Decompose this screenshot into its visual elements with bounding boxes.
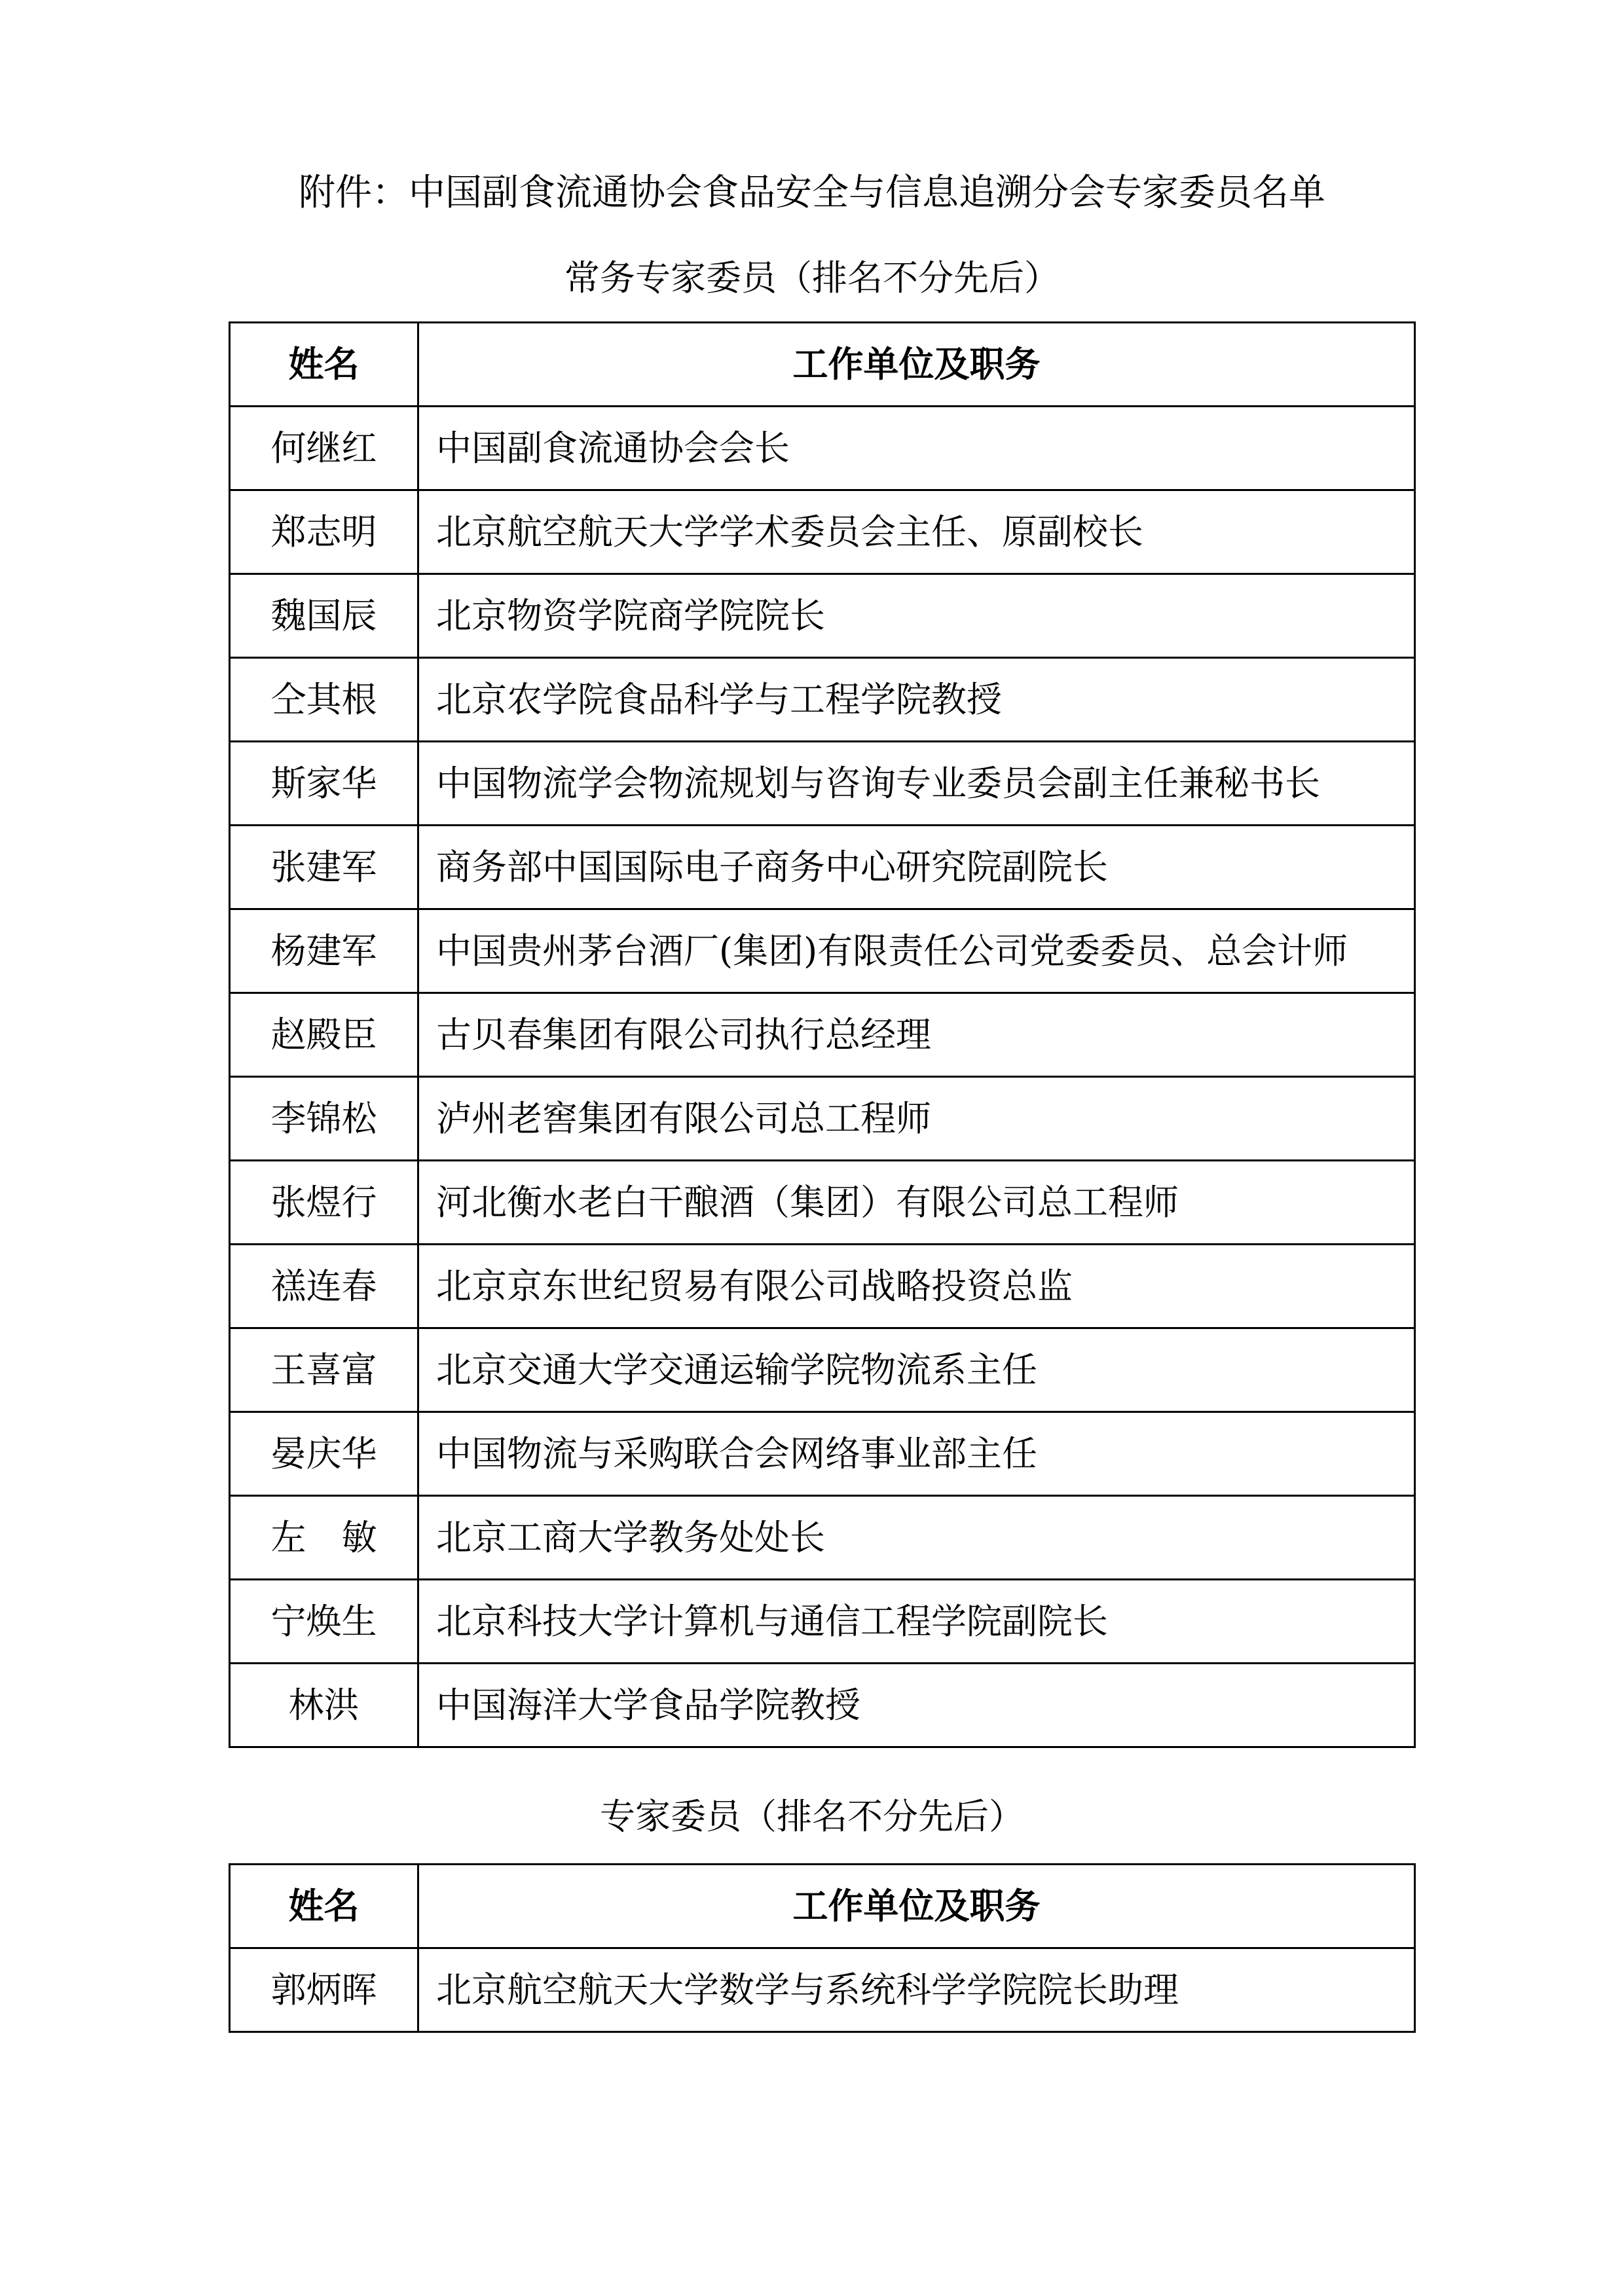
member-name: 郑志明 — [230, 490, 418, 574]
document-title: 附件：中国副食流通协会食品安全与信息追溯分会专家委员名单 — [299, 172, 1325, 214]
member-organization: 商务部中国国际电子商务中心研究院副院长 — [418, 826, 1415, 909]
member-name: 林洪 — [230, 1664, 418, 1747]
table-row — [230, 1245, 1415, 1328]
member-name: 仝其根 — [230, 658, 418, 742]
member-name: 张建军 — [230, 826, 418, 909]
member-name: 郭炳晖 — [230, 1948, 418, 2032]
member-organization: 中国物流学会物流规划与咨询专业委员会副主任兼秘书长 — [418, 742, 1415, 826]
member-name: 禚连春 — [230, 1245, 418, 1328]
table-row — [230, 658, 1415, 742]
table-row — [230, 1664, 1415, 1747]
member-name: 何继红 — [230, 407, 418, 490]
table-row — [230, 1948, 1415, 2032]
column-header-organization: 工作单位及职务 — [418, 1865, 1415, 1948]
table-header-row — [230, 323, 1415, 407]
member-organization: 北京京东世纪贸易有限公司战略投资总监 — [418, 1245, 1415, 1328]
member-organization: 北京航空航天大学数学与系统科学学院院长助理 — [418, 1948, 1415, 2032]
member-organization: 古贝春集团有限公司执行总经理 — [418, 993, 1415, 1077]
member-name: 斯家华 — [230, 742, 418, 826]
member-organization: 中国物流与采购联合会网络事业部主任 — [418, 1412, 1415, 1496]
member-organization: 泸州老窖集团有限公司总工程师 — [418, 1077, 1415, 1161]
member-organization: 北京交通大学交通运输学院物流系主任 — [418, 1328, 1415, 1412]
table-row — [230, 909, 1415, 993]
member-organization: 河北衡水老白干酿酒（集团）有限公司总工程师 — [418, 1161, 1415, 1245]
member-organization: 北京工商大学教务处处长 — [418, 1496, 1415, 1580]
member-name: 左 敏 — [230, 1496, 418, 1580]
table-row — [230, 1161, 1415, 1245]
table-row — [230, 1496, 1415, 1580]
member-name: 宁焕生 — [230, 1580, 418, 1664]
column-header-name: 姓名 — [230, 323, 418, 407]
column-header-name: 姓名 — [230, 1865, 418, 1948]
experts-table — [229, 1863, 1416, 2033]
column-header-organization: 工作单位及职务 — [418, 323, 1415, 407]
table-row — [230, 1412, 1415, 1496]
table-header-row — [230, 1865, 1415, 1948]
member-name: 王喜富 — [230, 1328, 418, 1412]
member-name: 魏国辰 — [230, 574, 418, 658]
member-organization: 北京农学院食品科学与工程学院教授 — [418, 658, 1415, 742]
section-title-experts: 专家委员（排名不分先后） — [600, 1796, 1024, 1837]
table-row — [230, 574, 1415, 658]
member-name: 晏庆华 — [230, 1412, 418, 1496]
table-row — [230, 742, 1415, 826]
member-organization: 北京航空航天大学学术委员会主任、原副校长 — [418, 490, 1415, 574]
section-title-standing-experts: 常务专家委员（排名不分先后） — [564, 257, 1060, 299]
table-row — [230, 826, 1415, 909]
member-organization: 中国副食流通协会会长 — [418, 407, 1415, 490]
table-row — [230, 1580, 1415, 1664]
member-name: 李锦松 — [230, 1077, 418, 1161]
member-name: 张煜行 — [230, 1161, 418, 1245]
table-row — [230, 1328, 1415, 1412]
member-organization: 北京物资学院商学院院长 — [418, 574, 1415, 658]
member-organization: 中国贵州茅台酒厂(集团)有限责任公司党委委员、总会计师 — [418, 909, 1415, 993]
table-row — [230, 993, 1415, 1077]
member-organization: 中国海洋大学食品学院教授 — [418, 1664, 1415, 1747]
table-row — [230, 1077, 1415, 1161]
table-row — [230, 490, 1415, 574]
member-name: 杨建军 — [230, 909, 418, 993]
member-organization: 北京科技大学计算机与通信工程学院副院长 — [418, 1580, 1415, 1664]
member-name: 赵殿臣 — [230, 993, 418, 1077]
standing-experts-table — [229, 321, 1416, 1748]
table-row — [230, 407, 1415, 490]
